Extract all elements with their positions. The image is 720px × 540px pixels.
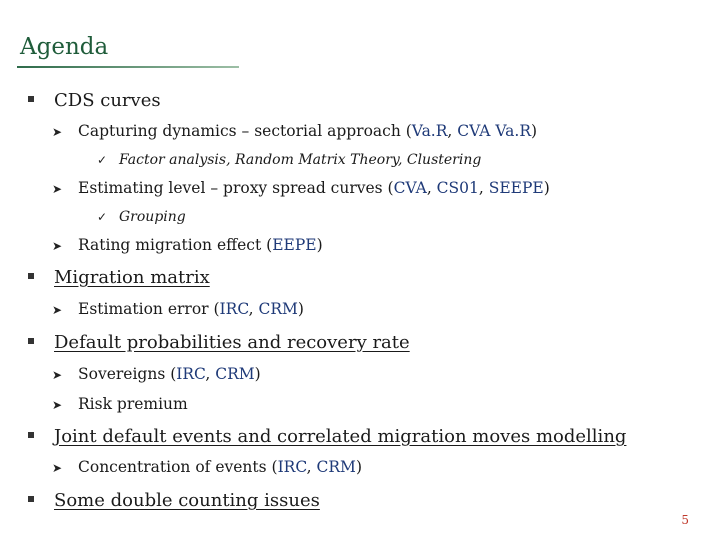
- slide-title: Agenda: [20, 34, 109, 60]
- detail-text: Grouping: [119, 209, 186, 225]
- square-bullet-icon: [28, 273, 34, 279]
- subitem-capturing-dynamics: [52, 124, 537, 140]
- arrow-bullet-icon: ➤: [52, 239, 63, 253]
- agenda-item-cds-curves: [28, 92, 161, 110]
- agenda-item-label: Joint default events and correlated migration moves modelling: [54, 426, 627, 447]
- paren-close: ): [254, 365, 261, 383]
- arrow-bullet-icon: ➤: [52, 461, 63, 475]
- agenda-item-label: CDS curves: [54, 90, 161, 111]
- acronym-irc: IRC: [176, 365, 206, 383]
- separator: ,: [478, 179, 489, 197]
- arrow-bullet-icon: ➤: [52, 303, 63, 317]
- acronym-seepe: SEEPE: [488, 179, 544, 197]
- acronym-irc: IRC: [219, 300, 249, 318]
- subitem-concentration: [52, 460, 362, 476]
- agenda-item-migration-matrix: [28, 269, 210, 287]
- agenda-item-double-counting: [28, 492, 320, 510]
- page-number: 5: [681, 513, 689, 527]
- acronym-eepe: EEPE: [272, 236, 317, 254]
- check-bullet-icon: ✓: [97, 210, 108, 224]
- separator: ,: [447, 122, 458, 140]
- subitem-sovereigns: [52, 367, 261, 383]
- subitem-estimation-error: [52, 302, 304, 318]
- agenda-item-default-probabilities: [28, 334, 410, 352]
- subitem-text: Estimating level – proxy spread curves (: [78, 179, 394, 197]
- acronym-crm: CRM: [258, 300, 298, 318]
- subitem-estimating-level: [52, 181, 550, 197]
- acronym-irc: IRC: [277, 458, 307, 476]
- paren-close: ): [297, 300, 304, 318]
- subitem-text: Concentration of events (: [78, 458, 278, 476]
- subitem-text: Capturing dynamics – sectorial approach (: [78, 122, 412, 140]
- separator: ,: [205, 365, 216, 383]
- arrow-bullet-icon: ➤: [52, 368, 63, 382]
- separator: ,: [248, 300, 259, 318]
- subitem-risk-premium: [52, 397, 188, 413]
- subitem-text: Risk premium: [78, 395, 188, 413]
- acronym-cva: CVA: [393, 179, 427, 197]
- acronym-var: Va.R: [411, 122, 448, 140]
- acronym-crm: CRM: [215, 365, 255, 383]
- paren-close: ): [543, 179, 550, 197]
- detail-grouping: [97, 210, 186, 224]
- separator: ,: [306, 458, 317, 476]
- subitem-text: Sovereigns (: [78, 365, 177, 383]
- subitem-rating-migration: [52, 238, 323, 254]
- acronym-cs01: CS01: [436, 179, 479, 197]
- square-bullet-icon: [28, 432, 34, 438]
- subitem-text: Rating migration effect (: [78, 236, 273, 254]
- square-bullet-icon: [28, 496, 34, 502]
- agenda-item-joint-default: [28, 428, 626, 446]
- detail-text: Factor analysis, Random Matrix Theory, Clustering: [119, 152, 482, 168]
- subitem-text: Estimation error (: [78, 300, 220, 318]
- acronym-cva-var: CVA Va.R: [457, 122, 531, 140]
- arrow-bullet-icon: ➤: [52, 182, 63, 196]
- square-bullet-icon: [28, 338, 34, 344]
- detail-factor-analysis: [97, 153, 481, 167]
- arrow-bullet-icon: ➤: [52, 398, 63, 412]
- acronym-crm: CRM: [316, 458, 356, 476]
- agenda-item-label: Default probabilities and recovery rate: [54, 332, 410, 353]
- paren-close: ): [316, 236, 323, 254]
- arrow-bullet-icon: ➤: [52, 125, 63, 139]
- square-bullet-icon: [28, 96, 34, 102]
- agenda-item-label: Some double counting issues: [54, 490, 320, 511]
- title-underline: [17, 66, 239, 68]
- paren-close: ): [531, 122, 538, 140]
- agenda-item-label: Migration matrix: [54, 267, 210, 288]
- check-bullet-icon: ✓: [97, 153, 108, 167]
- paren-close: ): [355, 458, 362, 476]
- separator: ,: [426, 179, 437, 197]
